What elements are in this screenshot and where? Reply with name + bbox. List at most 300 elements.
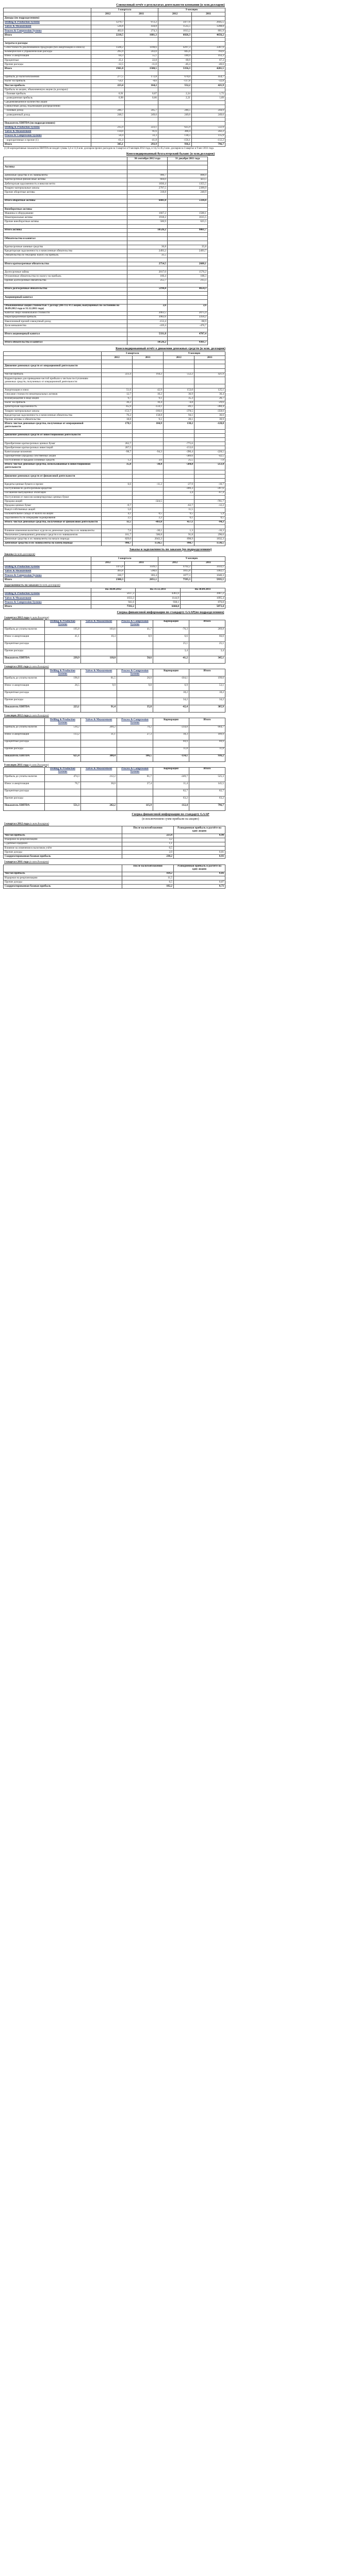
value-cell: 1198,6 bbox=[125, 46, 158, 50]
row-label-text: Обязательства по текущему налогу на прибыль bbox=[5, 253, 59, 257]
empty-cell bbox=[4, 38, 91, 42]
subtitle-text: Заказы bbox=[4, 552, 14, 556]
year-header: 2012 bbox=[164, 356, 194, 360]
row-label bbox=[4, 454, 102, 459]
value-cell: -128,8 bbox=[194, 422, 225, 429]
period-header-row bbox=[4, 557, 225, 561]
value-cell: 9,7 bbox=[102, 397, 133, 401]
empty-cell bbox=[127, 161, 168, 165]
row-label bbox=[4, 311, 127, 315]
value-cell: 34,2 bbox=[153, 698, 189, 705]
value-cell: 936,1 bbox=[158, 143, 192, 147]
value-cell: 3,6 bbox=[133, 459, 164, 463]
spacer-row bbox=[4, 241, 208, 245]
segment-header-text: Итого bbox=[203, 718, 211, 722]
row-label-text: Итого bbox=[5, 66, 12, 70]
row-label-text: Итого bbox=[5, 142, 12, 146]
segment-header-text: Корпорация bbox=[164, 767, 178, 771]
section-header-row bbox=[4, 237, 208, 241]
value-cell bbox=[81, 740, 117, 747]
row-label bbox=[4, 491, 102, 495]
segment-header bbox=[189, 767, 225, 774]
table-row bbox=[4, 634, 225, 641]
value-cell: 1815,8 bbox=[158, 569, 192, 573]
row-label bbox=[4, 341, 127, 345]
value-cell: 9,5 bbox=[164, 512, 194, 516]
row-label-text: Себестоимость реализованной продукции (без амортизации и износа) bbox=[5, 46, 85, 49]
table-row bbox=[4, 698, 225, 705]
empty-cell bbox=[4, 203, 127, 207]
table-row bbox=[4, 649, 225, 656]
row-label-text: Задолженность по операциям хеджирования bbox=[5, 516, 56, 520]
value-cell bbox=[192, 105, 225, 109]
value-cell bbox=[45, 649, 81, 656]
value-cell: 536,8 bbox=[91, 25, 125, 29]
segment-header-text: Корпорация bbox=[164, 718, 178, 722]
row-label-text: Процентные расходы bbox=[5, 641, 29, 645]
value-cell: 35,3 bbox=[164, 397, 194, 401]
row-label bbox=[4, 319, 127, 324]
table-row bbox=[4, 446, 225, 450]
section-header-row bbox=[4, 42, 225, 46]
value-cell: 423,5 bbox=[168, 178, 208, 182]
value-cell: 230,2 bbox=[122, 855, 174, 859]
row-label bbox=[4, 187, 127, 191]
total-row bbox=[4, 578, 225, 582]
row-label bbox=[4, 33, 91, 38]
table-row bbox=[4, 754, 225, 761]
row-label-text: Прибыль до налогообложения bbox=[5, 75, 39, 79]
unit-note: (в млн.долларов) bbox=[29, 714, 49, 718]
value-cell: 235,9 bbox=[91, 126, 125, 130]
spacer-row bbox=[4, 258, 208, 262]
value-cell: 103,6 bbox=[81, 627, 117, 634]
row-label bbox=[4, 422, 102, 429]
row-label bbox=[4, 287, 127, 291]
row-label bbox=[4, 774, 45, 782]
value-cell: 796,7 bbox=[189, 803, 225, 810]
value-cell: 421,9 bbox=[192, 83, 225, 88]
spacer-row bbox=[4, 479, 225, 483]
year-header-row bbox=[4, 356, 225, 360]
table-row bbox=[4, 212, 208, 216]
section-header: Движение денежных средств от инвестиционной деятельности bbox=[4, 433, 102, 437]
value-cell: 5331,8 bbox=[127, 332, 168, 336]
value-cell: 305,9 bbox=[189, 705, 225, 713]
value-cell: 91,4 bbox=[81, 705, 117, 713]
total-row bbox=[4, 287, 208, 291]
table-row bbox=[4, 740, 225, 747]
table-row bbox=[4, 178, 208, 182]
value-cell: 10526,2 bbox=[127, 228, 168, 232]
value-cell: 26,7 bbox=[194, 397, 225, 401]
row-label bbox=[4, 747, 45, 754]
period-subtitle bbox=[4, 714, 338, 717]
period-header: 3 квартала bbox=[102, 352, 164, 356]
empty-cell bbox=[133, 525, 164, 529]
value-cell: -360,4 bbox=[194, 405, 225, 409]
value-cell: 345,1 bbox=[189, 656, 225, 663]
value-cell bbox=[45, 789, 81, 796]
row-label bbox=[4, 520, 102, 524]
value-cell: -98,9 bbox=[168, 319, 208, 324]
value-cell: -40,6 bbox=[192, 63, 225, 67]
empty-cell bbox=[127, 283, 168, 287]
value-cell: 125,1 bbox=[194, 388, 225, 393]
section-header: Внеоборотные активы bbox=[4, 207, 127, 211]
spacer-row bbox=[4, 525, 225, 529]
segment-header-text: Корпорация bbox=[164, 669, 178, 672]
backlog-table bbox=[3, 588, 225, 609]
table-row bbox=[4, 113, 225, 117]
value-cell: -41,2 bbox=[153, 656, 189, 663]
table-row bbox=[4, 372, 225, 377]
value-cell: 69,9 bbox=[158, 59, 192, 63]
results-table bbox=[3, 8, 225, 147]
value-cell: 4,1 bbox=[102, 512, 133, 516]
empty-cell bbox=[4, 71, 91, 75]
row-label bbox=[4, 740, 45, 747]
row-label-text: Издержки на реорганизацию bbox=[5, 838, 38, 841]
cashflow-title: Консолидированный отчёт о движении денежных средств (в млн. долларов) bbox=[116, 346, 225, 350]
value-cell: 104,9 bbox=[133, 422, 164, 429]
value-cell: 212,2 bbox=[81, 774, 117, 782]
row-label-text: Процентные bbox=[5, 58, 19, 62]
section-header-row bbox=[4, 207, 208, 211]
value-cell: 81,5 bbox=[81, 676, 117, 684]
empty-cell bbox=[192, 16, 225, 21]
empty-cell bbox=[4, 437, 102, 442]
row-label bbox=[4, 754, 45, 761]
row-label bbox=[4, 601, 91, 605]
value-cell: -30,1 bbox=[133, 529, 164, 533]
table-row bbox=[4, 253, 208, 258]
row-label bbox=[4, 59, 91, 63]
empty-cell bbox=[102, 364, 133, 368]
unit-note: (в млн.долларов) bbox=[29, 822, 49, 826]
table-row bbox=[4, 405, 225, 409]
year-header-row bbox=[4, 12, 225, 16]
row-label-text: Доля меньшинства bbox=[5, 324, 26, 327]
segment-header-row bbox=[4, 669, 225, 676]
row-label bbox=[4, 216, 127, 220]
value-cell: 845,6 bbox=[158, 50, 192, 54]
empty-cell bbox=[194, 437, 225, 442]
value-cell bbox=[168, 253, 208, 258]
table-row bbox=[4, 876, 225, 880]
row-label-text: Износ и амортизация bbox=[5, 733, 29, 736]
row-label bbox=[4, 418, 102, 422]
section-header-row bbox=[4, 474, 225, 479]
row-label bbox=[4, 834, 122, 838]
row-label bbox=[4, 92, 91, 96]
row-label bbox=[4, 725, 45, 733]
table-row bbox=[4, 885, 225, 889]
row-label bbox=[4, 565, 91, 569]
value-cell bbox=[133, 495, 164, 499]
table-row bbox=[4, 834, 225, 838]
empty-cell bbox=[4, 232, 127, 236]
row-label-text: Скорректированная базовая прибыль bbox=[5, 854, 51, 858]
table-row bbox=[4, 838, 225, 842]
table-row bbox=[4, 872, 225, 876]
row-label-text: Погашение выпущенных облигаций bbox=[5, 491, 46, 495]
empty-cell bbox=[127, 328, 168, 332]
section-header: Затраты и расходы bbox=[4, 42, 91, 46]
value-cell: -493,8 bbox=[133, 520, 164, 524]
value-cell: 0,5 bbox=[194, 516, 225, 520]
empty-cell bbox=[102, 368, 133, 372]
segment-header bbox=[189, 718, 225, 725]
empty-cell bbox=[133, 429, 164, 433]
table-row bbox=[4, 855, 225, 859]
value-cell bbox=[81, 747, 117, 754]
row-label bbox=[4, 220, 127, 224]
row-label bbox=[4, 105, 91, 109]
orders-table bbox=[3, 556, 225, 582]
date-header: 31 декабря 2011 года bbox=[168, 157, 208, 161]
row-label-text: Показатель EBITDA bbox=[5, 803, 30, 807]
segment-header-text: Valves & Measurement bbox=[85, 669, 112, 672]
value-cell bbox=[81, 691, 117, 698]
empty-cell bbox=[4, 557, 91, 561]
value-cell bbox=[81, 649, 117, 656]
value-cell: 33,3 bbox=[125, 134, 158, 138]
row-label-text: Чистая прибыль bbox=[5, 834, 25, 837]
table-row bbox=[4, 676, 225, 684]
value-cell: 552,2 bbox=[164, 372, 194, 377]
empty-cell bbox=[168, 266, 208, 270]
row-label-text: Списание стоимости нематериальных активов bbox=[5, 392, 58, 396]
value-cell: -153,7 bbox=[102, 410, 133, 414]
value-cell: 3907,2 bbox=[181, 592, 225, 596]
value-cell: 1832,3 bbox=[194, 537, 225, 541]
row-label bbox=[4, 134, 91, 138]
value-cell: 1500,1 bbox=[168, 212, 208, 216]
value-cell: 5873,4 bbox=[181, 605, 225, 609]
value-cell: 972,2 bbox=[125, 21, 158, 25]
value-cell: -775,6 bbox=[164, 442, 194, 446]
row-label bbox=[4, 459, 102, 463]
segment-header bbox=[153, 767, 189, 774]
value-cell: -67,4 bbox=[194, 491, 225, 495]
value-cell: 164,2 bbox=[125, 83, 158, 88]
empty-cell bbox=[102, 470, 133, 474]
segment-header bbox=[81, 767, 117, 774]
total-row bbox=[4, 262, 208, 266]
value-cell bbox=[158, 105, 192, 109]
row-label-text: Обыкновенные акции стоимостью 1 доллар (266 112 472 акций, выпущенных по состоянию на 30.09.2012 года и 31.12.2011 года) bbox=[5, 304, 120, 311]
value-cell: 936,2 bbox=[189, 754, 225, 761]
value-cell: 18,3 bbox=[153, 733, 189, 740]
empty-cell bbox=[102, 433, 133, 437]
value-cell: -397,6 bbox=[194, 487, 225, 491]
value-cell: 3,4 bbox=[153, 649, 189, 656]
table-row bbox=[4, 187, 208, 191]
row-label-text: Итого: чистые денежные средства, полученные от операционной деятельности bbox=[5, 422, 84, 429]
row-label bbox=[4, 377, 102, 384]
value-cell: 223,4 bbox=[91, 83, 125, 88]
spacer-row bbox=[4, 437, 225, 442]
empty-cell bbox=[4, 669, 45, 676]
row-label-text: Прочие доходы bbox=[5, 880, 22, 884]
spacer-row bbox=[4, 170, 208, 174]
value-cell: -9,7 bbox=[102, 504, 133, 508]
empty-cell bbox=[164, 474, 194, 479]
table-row bbox=[4, 789, 225, 796]
value-cell bbox=[45, 641, 81, 649]
value-cell bbox=[133, 442, 164, 446]
table-row bbox=[4, 83, 225, 88]
row-label bbox=[4, 46, 91, 50]
value-cell: 625,5 bbox=[168, 220, 208, 224]
empty-cell bbox=[4, 224, 127, 228]
empty-cell bbox=[168, 328, 208, 332]
value-cell: 41,1 bbox=[45, 634, 81, 641]
table-row bbox=[4, 401, 225, 405]
value-cell: 10526,2 bbox=[127, 341, 168, 345]
value-cell: 18,2 bbox=[189, 691, 225, 698]
value-cell: 551,9 bbox=[192, 126, 225, 130]
row-label-text: Итого акционерный капитал bbox=[5, 332, 40, 336]
empty-cell bbox=[168, 336, 208, 341]
value-cell: 108,3 bbox=[168, 275, 208, 279]
empty-cell bbox=[194, 364, 225, 368]
value-cell: 91,8 bbox=[164, 533, 194, 537]
value-cell: 7,9 bbox=[194, 459, 225, 463]
value-cell: 69,9 bbox=[189, 740, 225, 747]
value-cell: 11,5 bbox=[122, 876, 174, 880]
empty-cell bbox=[168, 170, 208, 174]
value-cell: 0,5 bbox=[122, 846, 174, 850]
table-row bbox=[4, 216, 208, 220]
empty-cell bbox=[127, 203, 168, 207]
empty-cell bbox=[133, 433, 164, 437]
empty-cell bbox=[133, 470, 164, 474]
row-label-text: Дебиторская задолженность и векселя нетто bbox=[5, 182, 56, 185]
value-cell: 4361,0 bbox=[136, 592, 181, 596]
empty-cell bbox=[168, 203, 208, 207]
empty-cell bbox=[194, 368, 225, 372]
row-label-text: Накопленный прочий совокупный доход bbox=[5, 319, 51, 323]
value-cell: 6,6 bbox=[102, 483, 133, 487]
segment-header bbox=[117, 718, 153, 725]
empty-cell bbox=[158, 122, 192, 126]
table-row bbox=[4, 418, 225, 422]
row-label-text: Товарно-материальные запасы bbox=[5, 409, 40, 413]
value-cell: 36,6 bbox=[194, 414, 225, 418]
row-label bbox=[4, 569, 91, 573]
segment-header bbox=[81, 718, 117, 725]
row-label bbox=[4, 450, 102, 454]
value-cell: 300,4 bbox=[81, 754, 117, 761]
empty-cell bbox=[127, 300, 168, 304]
date-header: На 30.09.2011 bbox=[181, 588, 225, 592]
row-label-text: Средневзвешенное количество акций bbox=[5, 100, 47, 104]
segment-header-text: Process & Compression Systems bbox=[121, 718, 149, 725]
row-label-text: Итого обязательства и капитал bbox=[5, 341, 43, 344]
segment-name: Valves & Measurement bbox=[5, 25, 31, 28]
value-cell: -32,8 bbox=[192, 79, 225, 83]
value-cell: 1536,5 bbox=[194, 541, 225, 546]
table-row bbox=[4, 627, 225, 634]
segment-header-row bbox=[4, 718, 225, 725]
row-label-text: Поступления по долгосрочным кредитам bbox=[5, 487, 52, 490]
value-cell: 31,5 bbox=[127, 253, 168, 258]
value-cell: 6,5 bbox=[122, 880, 174, 885]
value-cell: 10,4 bbox=[133, 401, 164, 405]
value-cell bbox=[164, 495, 194, 499]
value-cell: 41,7 bbox=[117, 627, 153, 634]
value-cell bbox=[174, 842, 225, 846]
value-cell: 4656,2 bbox=[192, 33, 225, 38]
year-header: 2011 bbox=[192, 561, 225, 565]
row-label-text: Прочие долгосрочные обязательства bbox=[5, 279, 46, 282]
segment-header-text: Valves & Measurement bbox=[85, 718, 112, 722]
empty-cell bbox=[127, 207, 168, 211]
value-cell: 474,3 bbox=[45, 774, 81, 782]
eps-header-row bbox=[4, 865, 225, 872]
row-label bbox=[4, 533, 102, 537]
value-cell: 1535,5 bbox=[158, 25, 192, 29]
value-cell: 81,7 bbox=[117, 774, 153, 782]
table-row bbox=[4, 105, 225, 109]
value-cell bbox=[194, 442, 225, 446]
value-cell: 189,9 bbox=[158, 54, 192, 58]
row-label bbox=[4, 885, 122, 889]
value-cell bbox=[125, 105, 158, 109]
value-cell: 20,1 bbox=[164, 418, 194, 422]
period-text: 3 квартал 2012 года bbox=[4, 822, 29, 826]
spacer-row bbox=[4, 336, 208, 341]
empty-cell bbox=[4, 588, 91, 592]
row-label-text: Капитал сверх номинальной стоимости bbox=[5, 311, 50, 315]
value-cell: 9361,7 bbox=[168, 341, 208, 345]
value-cell: 703,6 bbox=[192, 50, 225, 54]
balance-table bbox=[3, 157, 208, 345]
value-cell: 1830,4 bbox=[127, 182, 168, 186]
value-cell: 223,4 bbox=[122, 834, 174, 838]
value-cell: 9,8 bbox=[117, 684, 153, 691]
empty-cell bbox=[164, 384, 194, 388]
row-label-text: Итого краткосрочные обязательства bbox=[5, 262, 49, 265]
segment-header bbox=[81, 669, 117, 676]
empty-cell bbox=[194, 433, 225, 437]
value-cell bbox=[164, 500, 194, 504]
value-cell: -358,0 bbox=[194, 410, 225, 414]
table-row bbox=[4, 483, 225, 487]
table-row bbox=[4, 138, 225, 142]
row-label bbox=[4, 698, 45, 705]
value-cell: -153,6 bbox=[164, 446, 194, 450]
value-cell: 7592,2 bbox=[91, 605, 136, 609]
segment-name: Drilling & Production Systems bbox=[5, 592, 40, 596]
empty-cell bbox=[91, 16, 125, 21]
value-cell: 604,0 bbox=[127, 178, 168, 182]
value-cell: 2051,1 bbox=[125, 578, 158, 582]
total-row bbox=[4, 143, 225, 147]
value-cell: 35,8 bbox=[168, 245, 208, 249]
segment-header bbox=[153, 620, 189, 627]
table-row bbox=[4, 21, 225, 25]
period-text: 3 квартал 2012 года bbox=[4, 616, 29, 619]
value-cell: 249,6 bbox=[192, 113, 225, 117]
value-cell: 4707,4 bbox=[168, 332, 208, 336]
row-label bbox=[4, 67, 91, 71]
value-cell: 243,0 bbox=[125, 50, 158, 54]
gaap-eps-title: Сверка финансовой информации по стандарту GAAP bbox=[132, 812, 209, 816]
year-header: 2012 bbox=[158, 561, 192, 565]
